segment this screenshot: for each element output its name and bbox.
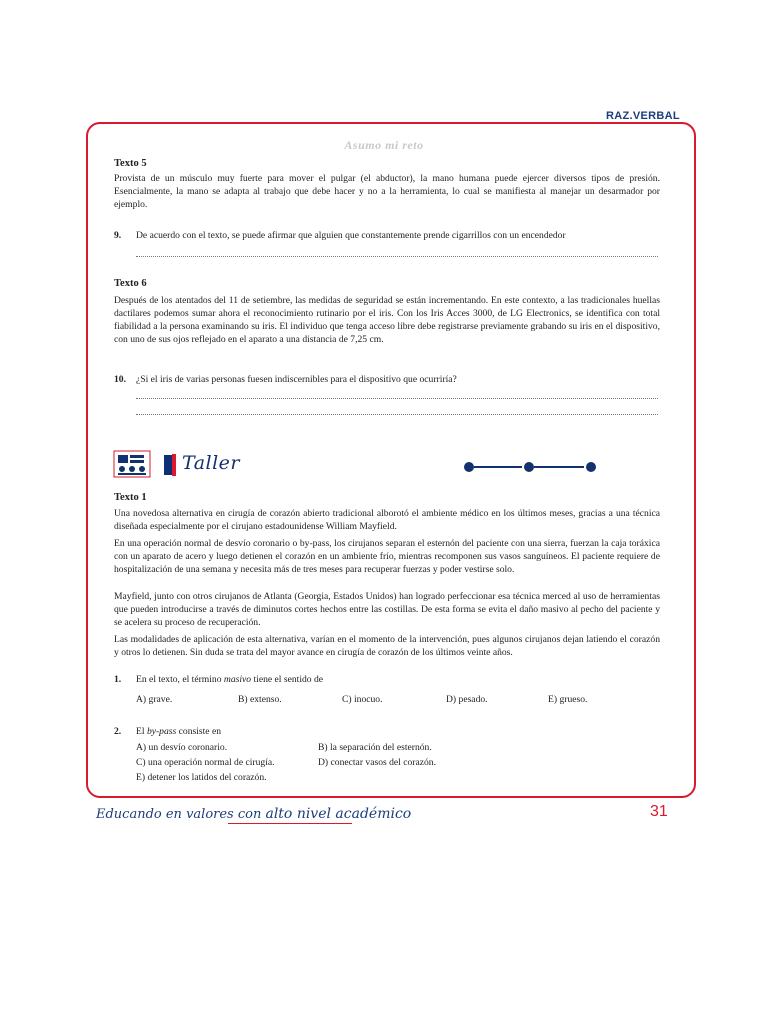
question-10-number: 10.	[114, 374, 126, 385]
taller-label: Taller	[182, 452, 241, 474]
question-1-text-em: masivo	[223, 674, 252, 685]
q2-option-a[interactable]: A) un desvío coronario.	[136, 742, 228, 753]
texto5-heading: Texto 5	[114, 158, 147, 169]
answer-line	[136, 398, 658, 399]
q1-option-a[interactable]: A) grave.	[136, 694, 173, 705]
question-10	[114, 374, 660, 385]
decorative-line	[534, 466, 584, 468]
question-2-text-em: by-pass	[146, 726, 177, 737]
section-tag: RAZ.VERBAL	[606, 110, 680, 122]
decorative-dot	[464, 462, 474, 472]
question-2-text-pre: El	[136, 726, 147, 737]
texto1-paragraph: Una novedosa alternativa en cirugía de corazón abierto tradicional alborotó el ambiente médico en los últimos meses, gracias a una técnica diseñada especialmente por el cirujano estadounidense William Mayfield.	[114, 508, 660, 532]
question-1	[114, 674, 660, 685]
decorative-dot	[586, 462, 596, 472]
answer-line	[136, 256, 658, 257]
decorative-dot	[524, 462, 534, 472]
decorative-line	[474, 466, 522, 468]
q2-option-b[interactable]: B) la separación del esternón.	[318, 742, 432, 753]
slogan-underline	[228, 823, 352, 824]
question-2-number: 2.	[114, 726, 122, 737]
footer-slogan-pre: Educando en valores con	[96, 807, 266, 822]
q2-option-c[interactable]: C) una operación normal de cirugía.	[136, 757, 275, 768]
question-2	[114, 726, 660, 737]
workshop-icon	[112, 449, 156, 481]
page-number: 31	[650, 803, 668, 820]
texto6-body: Después de los atentados del 11 de setiembre, las medidas de seguridad se están incrementando. En este contexto, a las tradicionales huellas dactilares podemos sumar ahora el reconocimiento rutinario por el iris. Con los Iris Acces 3000, de LG Electronics, se identifica con total fiabilidad a la persona examinando su iris. El individuo que tenga acceso libre debe registrarse previamente grabando su iris en el dispositivo, con uno de sus ojos reflejado en el aparato a una distancia de 7,25 cm.	[114, 295, 660, 345]
texto5-body: Provista de un músculo muy fuerte para mover el pulgar (el abductor), la mano humana puede ejercer diversos tipos de presión. Esencialmente, la mano se adapta al trabajo que debe hacer y no a la herramienta, lo cual se manifiesta al manejar un desarmador por ejemplo.	[114, 173, 660, 210]
question-9-number: 9.	[114, 230, 122, 241]
question-1-text-pre: En el texto, el término	[136, 674, 224, 685]
q1-option-c[interactable]: C) inocuo.	[342, 694, 383, 705]
question-1-number: 1.	[114, 674, 122, 685]
question-2-text-post: consiste en	[176, 726, 222, 737]
q1-option-b[interactable]: B) extenso.	[238, 694, 282, 705]
question-1-text-post: tiene el sentido de	[251, 674, 324, 685]
q1-option-e[interactable]: E) grueso.	[548, 694, 588, 705]
footer-slogan	[96, 806, 411, 822]
answer-line	[136, 414, 658, 415]
texto1-paragraph: Mayfield, junto con otros cirujanos de Atlanta (Georgia, Estados Unidos) han logrado perfeccionar esa técnica merced al uso de herramientas que pueden introducirse a través de diminutos cortes hechos entre las costillas. De esta forma se evita el daño masivo al pecho del paciente y se acelera su proceso de recuperación.	[114, 591, 660, 628]
footer-slogan-em: alto nivel académico	[265, 806, 412, 822]
texto1-heading: Texto 1	[114, 492, 147, 503]
q2-option-e[interactable]: E) detener los latidos del corazón.	[136, 772, 267, 783]
texto1-paragraph: En una operación normal de desvío coronario o by-pass, los cirujanos separan el esternón del paciente con una sierra, fuerzan la caja toráxica con un aparato de acero y luego detienen el corazón en un ambiente frío, mientras recomponen sus vasos sanguíneos. El paciente requiere de hospitalización de una semana y necesita más de tres meses para recuperar fuerzas y poder vestirse solo.	[114, 538, 660, 575]
q1-option-d[interactable]: D) pesado.	[446, 694, 488, 705]
texto1-paragraph: Las modalidades de aplicación de esta alternativa, varían en el momento de la intervención, pues algunos cirujanos dejan latiendo el corazón y otros lo detienen. Sin duda se trata del mayor avance en cirugía de corazón de los últimos veinte años.	[114, 634, 660, 658]
texto6-heading: Texto 6	[114, 278, 147, 289]
question-10-text: ¿Si el iris de varias personas fuesen indiscernibles para el dispositivo que ocurriría?	[136, 374, 457, 385]
q2-option-d[interactable]: D) conectar vasos del corazón.	[318, 757, 437, 768]
question-9-text: De acuerdo con el texto, se puede afirmar que alguien que constantemente prende cigarrillos con un encendedor	[136, 230, 566, 241]
reto-title: Asumo mi reto	[344, 138, 424, 152]
taller-banner	[112, 449, 660, 481]
question-9	[114, 230, 660, 241]
